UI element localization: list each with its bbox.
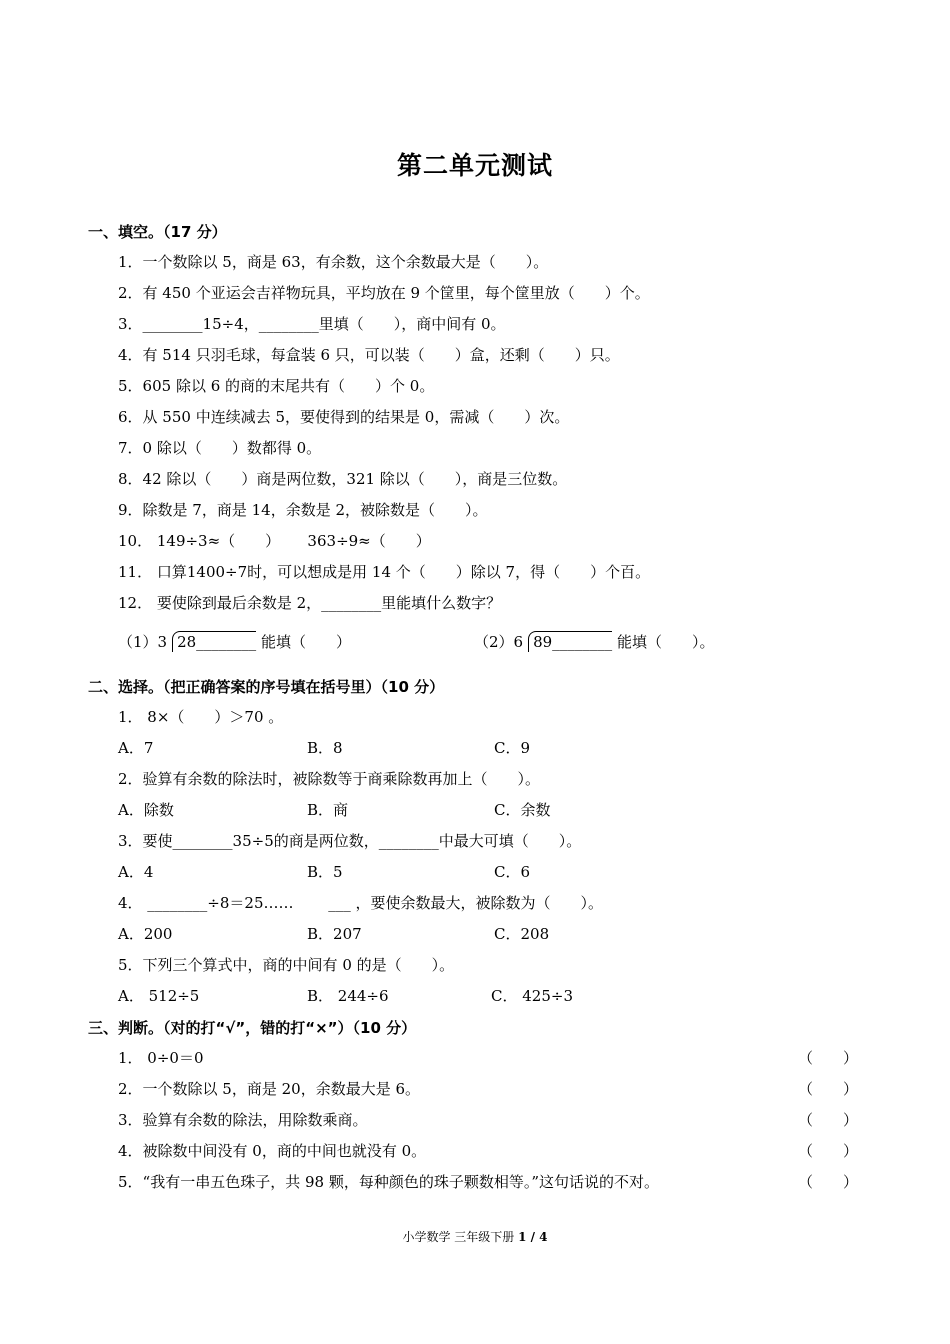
judge-answer-1: （ ） xyxy=(798,1049,859,1067)
question-1-12-part-1 xyxy=(118,631,351,652)
question-1-3: 3．________15÷4，________里填（ ），商中间有 0。 xyxy=(118,315,506,333)
question-1-2: 2．有 450 个亚运会吉祥物玩具，平均放在 9 个筐里，每个筐里放（ ）个。 xyxy=(118,284,650,302)
choice-3-option-b: B．5 xyxy=(307,863,343,881)
part-1-answer: 能填（ ） xyxy=(256,633,351,651)
footer-text: 小学数学 三年级下册 xyxy=(402,1230,519,1244)
question-1-10: 10． 149÷3≈（ ） 363÷9≈（ ） xyxy=(118,532,431,550)
choice-3-option-c: C．6 xyxy=(494,863,531,881)
page-title: 第二单元测试 xyxy=(396,151,553,180)
judge-question-4: 4．被除数中间没有 0，商的中间也就没有 0。 xyxy=(118,1142,427,1160)
choice-4-option-b: B．207 xyxy=(307,925,362,943)
part-2-answer: 能填（ ）。 xyxy=(612,633,715,651)
choice-5-option-b: B． 244÷6 xyxy=(307,987,389,1005)
choice-2-option-b: B．商 xyxy=(307,801,349,819)
part-2-label: （2）6 xyxy=(474,633,524,651)
part-1-label: （1）3 xyxy=(118,633,168,651)
dividend-2: 89________ xyxy=(528,631,612,652)
choice-2-option-c: C．余数 xyxy=(494,801,551,819)
choice-question-1: 1． 8×（ ）＞70 。 xyxy=(118,708,284,726)
judge-answer-2: （ ） xyxy=(798,1080,859,1098)
choice-4-option-a: A．200 xyxy=(118,925,173,943)
long-division-2 xyxy=(523,631,612,652)
question-1-6: 6．从 550 中连续减去 5，要使得到的结果是 0，需减（ ）次。 xyxy=(118,408,570,426)
choice-5-option-a: A． 512÷5 xyxy=(118,987,200,1005)
question-1-5: 5．605 除以 6 的商的末尾共有（ ）个 0。 xyxy=(118,377,435,395)
judge-answer-5: （ ） xyxy=(798,1173,859,1191)
dividend-1: 28________ xyxy=(172,631,256,652)
judge-answer-4: （ ） xyxy=(798,1142,859,1160)
section-2-heading: 二、选择。（把正确答案的序号填在括号里）（10 分） xyxy=(88,678,445,696)
choice-5-option-c: C． 425÷3 xyxy=(491,987,573,1005)
choice-2-option-a: A．除数 xyxy=(118,801,174,819)
choice-question-4: 4． ________÷8＝25…… ___ ，要使余数最大，被除数为（ ）。 xyxy=(118,894,604,912)
judge-question-1: 1． 0÷0＝0 xyxy=(118,1049,204,1067)
judge-question-2: 2．一个数除以 5，商是 20，余数最大是 6。 xyxy=(118,1080,421,1098)
question-1-12-part-2 xyxy=(474,631,714,652)
choice-question-3: 3．要使________35÷5的商是两位数，________中最大可填（ ）。 xyxy=(118,832,582,850)
section-1-heading: 一、填空。（17 分） xyxy=(88,223,227,241)
question-1-12: 12． 要使除到最后余数是 2，________里能填什么数字？ xyxy=(118,594,502,612)
choice-question-5: 5．下列三个算式中，商的中间有 0 的是（ ）。 xyxy=(118,956,455,974)
question-1-4: 4．有 514 只羽毛球，每盒装 6 只，可以装（ ）盒，还剩（ ）只。 xyxy=(118,346,620,364)
judge-question-5: 5．“我有一串五色珠子，共 98 颗，每种颜色的珠子颗数相等。”这句话说的不对。 xyxy=(118,1173,660,1191)
section-3-heading: 三、判断。（对的打“√”，错的打“×”）（10 分） xyxy=(88,1019,417,1037)
choice-4-option-c: C．208 xyxy=(494,925,550,943)
page-footer xyxy=(0,1228,950,1245)
choice-1-option-b: B．8 xyxy=(307,739,343,757)
choice-3-option-a: A．4 xyxy=(118,863,154,881)
question-1-1: 1．一个数除以 5，商是 63，有余数，这个余数最大是（ ）。 xyxy=(118,253,549,271)
choice-1-option-a: A．7 xyxy=(118,739,154,757)
judge-question-3: 3．验算有余数的除法，用除数乘商。 xyxy=(118,1111,368,1129)
choice-question-2: 2．验算有余数的除法时，被除数等于商乘除数再加上（ ）。 xyxy=(118,770,541,788)
choice-1-option-c: C．9 xyxy=(494,739,531,757)
question-1-8: 8．42 除以（ ）商是两位数，321 除以（ ），商是三位数。 xyxy=(118,470,568,488)
page-number: 1 / 4 xyxy=(518,1230,548,1244)
question-1-11: 11． 口算1400÷7时，可以想成是用 14 个（ ）除以 7，得（ ）个百。 xyxy=(118,563,651,581)
long-division-1 xyxy=(167,631,256,652)
question-1-7: 7．0 除以（ ）数都得 0。 xyxy=(118,439,322,457)
question-1-9: 9．除数是 7，商是 14，余数是 2，被除数是（ ）。 xyxy=(118,501,488,519)
judge-answer-3: （ ） xyxy=(798,1111,859,1129)
